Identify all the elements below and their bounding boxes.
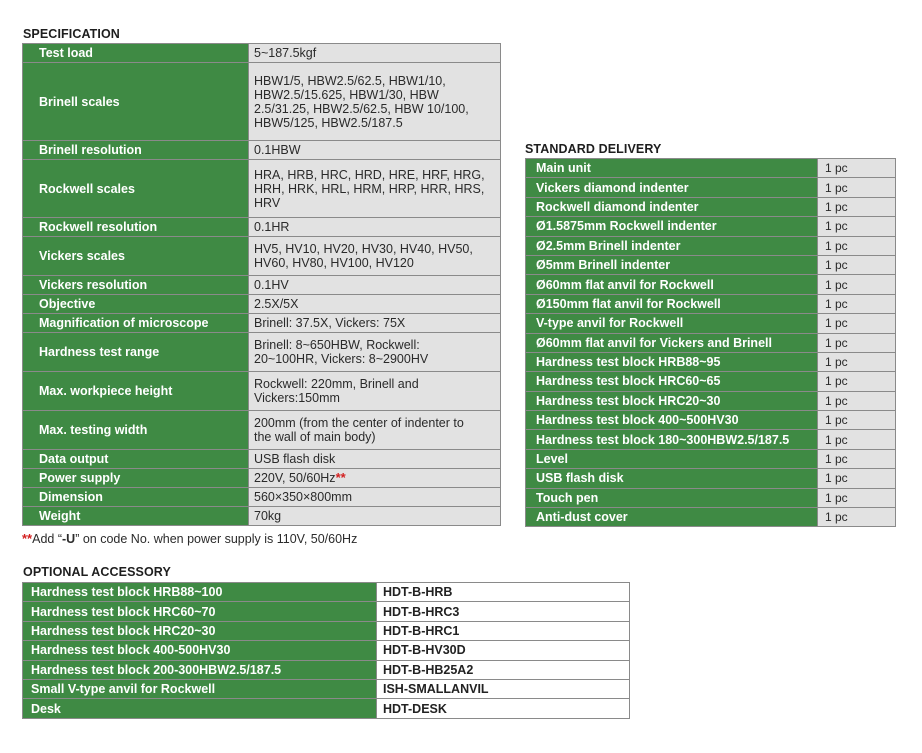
note-text-before: Add “ — [32, 532, 63, 546]
specification-title: SPECIFICATION — [23, 27, 120, 41]
spec-label: Brinell scales — [23, 63, 249, 141]
table-row — [526, 178, 896, 197]
delivery-item-qty: 1 pc — [818, 488, 896, 507]
delivery-item-qty: 1 pc — [818, 391, 896, 410]
delivery-item-label: Ø150mm flat anvil for Rockwell — [526, 294, 818, 313]
spec-value-text: Brinell: 8~650HBW, Rockwell: 20~100HR, Vickers: 8~2900HV — [254, 338, 429, 366]
delivery-item-qty: 1 pc — [818, 178, 896, 197]
table-row — [526, 333, 896, 352]
table-row — [526, 488, 896, 507]
table-row — [23, 372, 501, 411]
table-row — [23, 621, 630, 640]
delivery-item-label: Level — [526, 449, 818, 468]
accessory-label: Hardness test block HRC20~30 — [23, 621, 377, 640]
accessory-code: HDT-B-HV30D — [377, 641, 630, 660]
spec-value — [249, 411, 501, 450]
table-row — [23, 237, 501, 276]
table-row — [23, 44, 501, 63]
delivery-item-label: Hardness test block 400~500HV30 — [526, 411, 818, 430]
accessory-code: HDT-DESK — [377, 699, 630, 718]
table-row — [23, 63, 501, 141]
spec-label: Data output — [23, 450, 249, 469]
spec-value — [249, 372, 501, 411]
spec-value — [249, 63, 501, 141]
delivery-item-qty: 1 pc — [818, 449, 896, 468]
delivery-item-label: Ø2.5mm Brinell indenter — [526, 236, 818, 255]
table-row — [23, 295, 501, 314]
table-row — [526, 449, 896, 468]
delivery-item-qty: 1 pc — [818, 217, 896, 236]
table-row — [526, 159, 896, 178]
spec-label: Objective — [23, 295, 249, 314]
delivery-item-qty: 1 pc — [818, 469, 896, 488]
accessory-label: Small V-type anvil for Rockwell — [23, 679, 377, 698]
spec-value: 0.1HV — [249, 276, 501, 295]
spec-value: 0.1HR — [249, 218, 501, 237]
spec-label: Hardness test range — [23, 333, 249, 372]
delivery-item-qty: 1 pc — [818, 508, 896, 527]
table-row — [23, 507, 501, 526]
table-row — [526, 217, 896, 236]
table-row — [23, 583, 630, 602]
spec-value — [249, 469, 501, 488]
table-row — [23, 699, 630, 718]
spec-value: 70kg — [249, 507, 501, 526]
accessory-label: Hardness test block HRC60~70 — [23, 602, 377, 621]
delivery-item-qty: 1 pc — [818, 255, 896, 274]
delivery-item-label: Main unit — [526, 159, 818, 178]
delivery-item-qty: 1 pc — [818, 159, 896, 178]
spec-value-text: HRA, HRB, HRC, HRD, HRE, HRF, HRG, HRH, HRK, HRL, HRM, HRP, HRR, HRS, HRV — [254, 167, 485, 210]
spec-value-text: Rockwell: 220mm, Brinell and Vickers:150mm — [254, 377, 419, 405]
delivery-item-label: Hardness test block HRC20~30 — [526, 391, 818, 410]
table-row — [526, 255, 896, 274]
delivery-item-label: Ø60mm flat anvil for Vickers and Brinell — [526, 333, 818, 352]
power-supply-note — [22, 531, 357, 546]
accessory-code: HDT-B-HRB — [377, 583, 630, 602]
delivery-item-qty: 1 pc — [818, 314, 896, 333]
delivery-item-label: Ø5mm Brinell indenter — [526, 255, 818, 274]
standard-delivery-title: STANDARD DELIVERY — [525, 142, 662, 156]
spec-value — [249, 160, 501, 218]
footnote-marker: ** — [335, 470, 346, 485]
table-row — [23, 450, 501, 469]
table-row — [526, 314, 896, 333]
table-row — [526, 236, 896, 255]
table-row — [23, 218, 501, 237]
table-row — [23, 488, 501, 507]
table-row — [526, 294, 896, 313]
specification-table — [22, 43, 501, 526]
spec-value-text: 200mm (from the center of indenter to the wall of main body) — [254, 416, 464, 444]
accessory-code: ISH-SMALLANVIL — [377, 679, 630, 698]
spec-value: USB flash disk — [249, 450, 501, 469]
table-row — [526, 430, 896, 449]
table-row — [23, 660, 630, 679]
note-code: -U — [62, 532, 76, 546]
spec-label: Vickers scales — [23, 237, 249, 276]
delivery-item-qty: 1 pc — [818, 372, 896, 391]
delivery-item-label: Ø60mm flat anvil for Rockwell — [526, 275, 818, 294]
spec-label: Magnification of microscope — [23, 314, 249, 333]
table-row — [526, 352, 896, 371]
delivery-item-label: USB flash disk — [526, 469, 818, 488]
spec-label: Max. testing width — [23, 411, 249, 450]
table-row — [23, 469, 501, 488]
optional-accessory-table — [22, 582, 630, 719]
spec-value-text: 220V, 50/60Hz — [254, 471, 336, 485]
delivery-item-label: Ø1.5875mm Rockwell indenter — [526, 217, 818, 236]
footnote-marker: ** — [22, 531, 33, 546]
delivery-item-qty: 1 pc — [818, 294, 896, 313]
delivery-item-qty: 1 pc — [818, 333, 896, 352]
spec-label: Vickers resolution — [23, 276, 249, 295]
accessory-code: HDT-B-HB25A2 — [377, 660, 630, 679]
spec-value: 2.5X/5X — [249, 295, 501, 314]
spec-value — [249, 333, 501, 372]
delivery-item-label: Vickers diamond indenter — [526, 178, 818, 197]
delivery-item-label: Hardness test block HRB88~95 — [526, 352, 818, 371]
delivery-item-label: Touch pen — [526, 488, 818, 507]
delivery-item-qty: 1 pc — [818, 197, 896, 216]
table-row — [23, 641, 630, 660]
spec-value: 0.1HBW — [249, 141, 501, 160]
spec-label: Weight — [23, 507, 249, 526]
table-row — [23, 679, 630, 698]
table-row — [526, 469, 896, 488]
table-row — [526, 508, 896, 527]
accessory-label: Hardness test block 400-500HV30 — [23, 641, 377, 660]
spec-label: Rockwell scales — [23, 160, 249, 218]
delivery-item-qty: 1 pc — [818, 430, 896, 449]
spec-value — [249, 237, 501, 276]
table-row — [526, 372, 896, 391]
spec-value: 560×350×800mm — [249, 488, 501, 507]
delivery-item-label: Hardness test block HRC60~65 — [526, 372, 818, 391]
table-row — [526, 391, 896, 410]
spec-label: Test load — [23, 44, 249, 63]
note-text-after: ” on code No. when power supply is 110V, 50/60Hz — [75, 532, 358, 546]
delivery-item-qty: 1 pc — [818, 236, 896, 255]
spec-label: Max. workpiece height — [23, 372, 249, 411]
accessory-code: HDT-B-HRC1 — [377, 621, 630, 640]
delivery-item-qty: 1 pc — [818, 275, 896, 294]
spec-value-text: HV5, HV10, HV20, HV30, HV40, HV50, HV60, HV80, HV100, HV120 — [254, 242, 473, 270]
table-row — [526, 197, 896, 216]
spec-value: 5~187.5kgf — [249, 44, 501, 63]
delivery-item-qty: 1 pc — [818, 352, 896, 371]
accessory-label: Hardness test block 200-300HBW2.5/187.5 — [23, 660, 377, 679]
spec-label: Rockwell resolution — [23, 218, 249, 237]
delivery-item-qty: 1 pc — [818, 411, 896, 430]
table-row — [23, 276, 501, 295]
optional-accessory-title: OPTIONAL ACCESSORY — [23, 565, 171, 579]
table-row — [23, 314, 501, 333]
delivery-item-label: Rockwell diamond indenter — [526, 197, 818, 216]
spec-label: Power supply — [23, 469, 249, 488]
table-row — [23, 333, 501, 372]
standard-delivery-table — [525, 158, 896, 527]
accessory-label: Desk — [23, 699, 377, 718]
table-row — [526, 275, 896, 294]
spec-value: Brinell: 37.5X, Vickers: 75X — [249, 314, 501, 333]
delivery-item-label: V-type anvil for Rockwell — [526, 314, 818, 333]
spec-label: Brinell resolution — [23, 141, 249, 160]
delivery-item-label: Hardness test block 180~300HBW2.5/187.5 — [526, 430, 818, 449]
spec-value-text: HBW1/5, HBW2.5/62.5, HBW1/10, HBW2.5/15.625, HBW1/30, HBW 2.5/31.25, HBW2.5/62.5, HBW 10/100, HBW5/125, HBW2.5/187.5 — [254, 73, 469, 130]
accessory-code: HDT-B-HRC3 — [377, 602, 630, 621]
table-row — [23, 411, 501, 450]
delivery-item-label: Anti-dust cover — [526, 508, 818, 527]
accessory-label: Hardness test block HRB88~100 — [23, 583, 377, 602]
table-row — [23, 160, 501, 218]
table-row — [23, 602, 630, 621]
table-row — [23, 141, 501, 160]
spec-label: Dimension — [23, 488, 249, 507]
table-row — [526, 411, 896, 430]
